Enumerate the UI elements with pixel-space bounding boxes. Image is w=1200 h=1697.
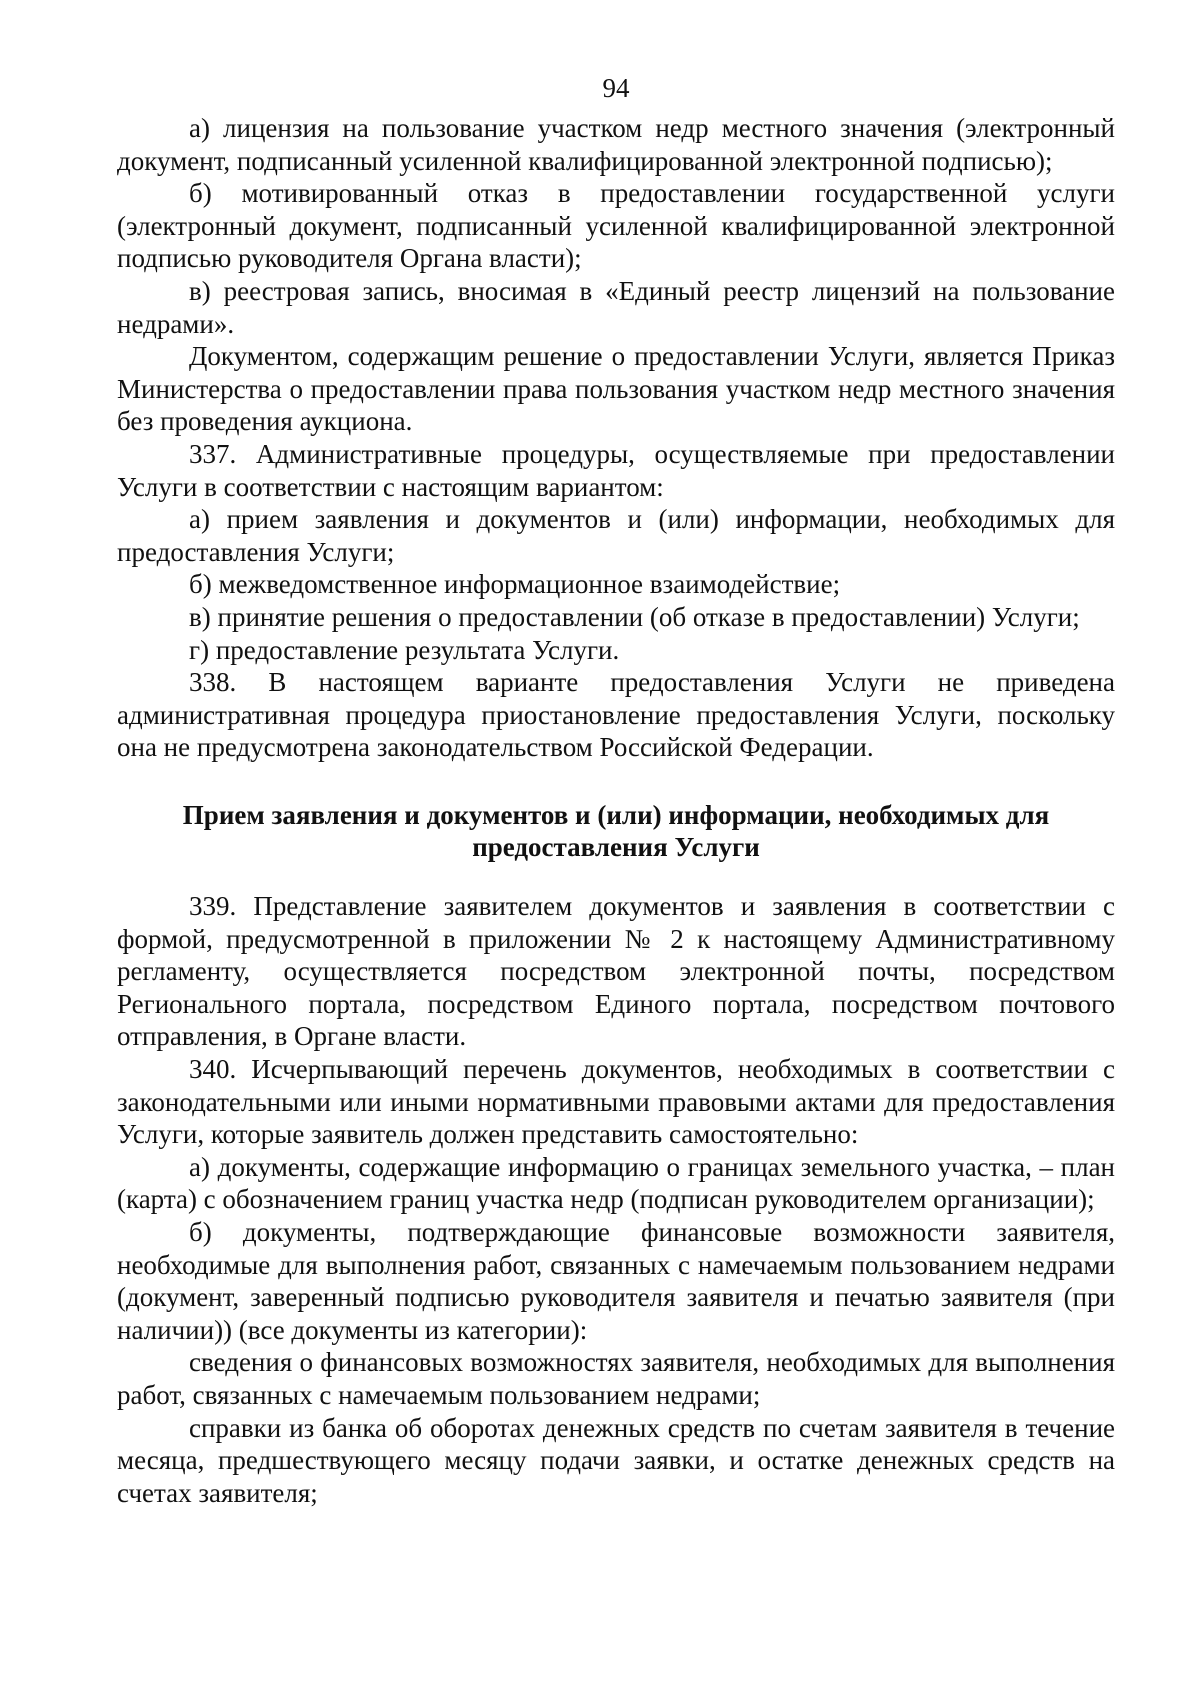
paragraph-refusal: б) мотивированный отказ в предоставлении государственной услуги (электронный документ, подписанный усиленной квалифицированной электронной подписью руководителя Органа власти); [117, 178, 1115, 274]
paragraph-337: 337. Административные процедуры, осуществляемые при предоставлении Услуги в соответствии с настоящим вариантом: [117, 438, 1115, 502]
paragraph-decision-document: Документом, содержащим решение о предоставлении Услуги, является Приказ Министерства о предоставлении права пользования участком недр местного значения без проведения аукциона. [117, 341, 1115, 437]
section-heading [117, 799, 1115, 864]
paragraph-338: 338. В настоящем варианте предоставления Услуги не приведена административная процедура приостановление предоставления Услуги, поскольку она не предусмотрена законодательством Российской Федерации. [117, 667, 1115, 763]
paragraph-340-b: б) документы, подтверждающие финансовые возможности заявителя, необходимые для выполнения работ, связанных с намечаемым пользованием недрами (документ, заверенный подписью руководителя заявителя и печатью заявителя (при наличии)) (все документы из категории): [117, 1217, 1115, 1345]
page-number: 94 [602, 73, 630, 103]
section-heading-line-1: Прием заявления и документов и (или) информации, необходимых для [182, 799, 1050, 830]
paragraph-financial-info: сведения о финансовых возможностях заявителя, необходимых для выполнения работ, связанных с намечаемым пользованием недрами; [117, 1347, 1115, 1410]
paragraph-340-a: а) документы, содержащие информацию о границах земельного участка, – план (карта) с обозначением границ участка недр (подписан руководителем организации); [117, 1151, 1115, 1215]
paragraph-337-b: б) межведомственное информационное взаимодействие; [189, 569, 841, 600]
paragraph-337-a: а) прием заявления и документов и (или) информации, необходимых для предоставления Услуги; [117, 504, 1115, 567]
paragraph-337-v: в) принятие решения о предоставлении (об отказе в предоставлении) Услуги; [189, 601, 1080, 632]
paragraph-bank-statements: справки из банка об оборотах денежных средств по счетам заявителя в течение месяца, предшествующего месяцу подачи заявки, и остатке денежных средств на счетах заявителя; [117, 1412, 1115, 1508]
paragraph-340: 340. Исчерпывающий перечень документов, необходимых в соответствии с законодательными или иными нормативными правовыми актами для предоставления Услуги, которые заявитель должен представить самостоятельно: [117, 1054, 1115, 1150]
paragraph-337-g: г) предоставление результата Услуги. [189, 634, 620, 665]
paragraph-license: а) лицензия на пользование участком недр местного значения (электронный документ, подписанный усиленной квалифицированной электронной подписью); [117, 113, 1115, 176]
paragraph-339: 339. Представление заявителем документов и заявления в соответствии с формой, предусмотренной в приложении № 2 к настоящему Административному регламенту, осуществляется посредством электронной почты, посредством Регионального портала, посредством Единого портала, посредством почтового отправления, в Органе власти. [117, 891, 1115, 1052]
section-heading-line-2: предоставления Услуги [472, 832, 760, 863]
paragraph-registry-entry: в) реестровая запись, вносимая в «Единый реестр лицензий на пользование недрами». [117, 275, 1115, 339]
